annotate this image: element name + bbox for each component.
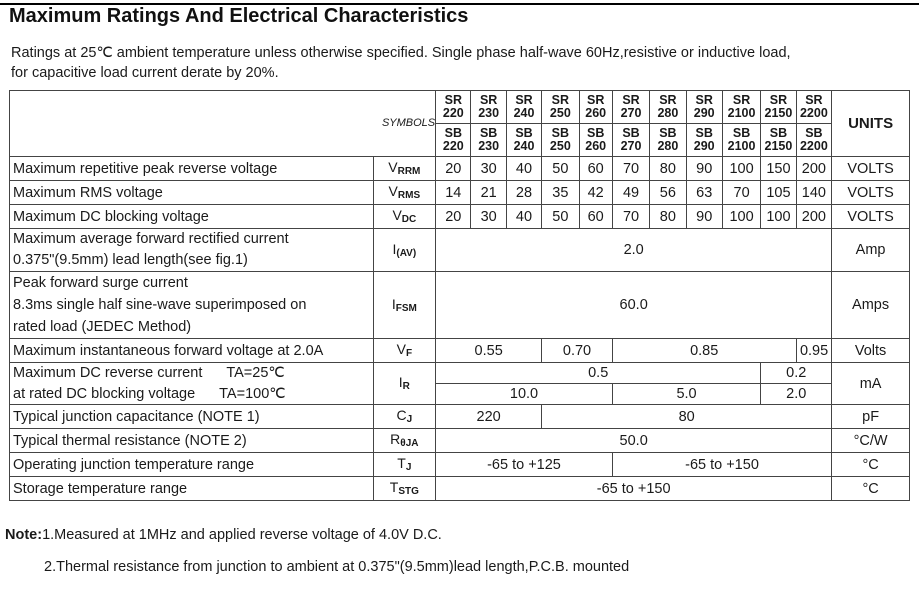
value-cell: 100: [722, 205, 760, 229]
value-cell: 200: [796, 205, 832, 229]
model-sb: SB 230: [471, 124, 506, 157]
model-sb: SB 2100: [722, 124, 760, 157]
value-cell: 49: [612, 181, 649, 205]
param-symbol: $I_{(AV)}$: [373, 229, 436, 272]
value-cell: 0.95: [796, 339, 832, 363]
value-cell: 0.55: [436, 339, 542, 363]
param-symbol: $I_R$: [373, 363, 436, 405]
model-sb: SB 2150: [761, 124, 796, 157]
unit-cell: Amp: [832, 229, 910, 272]
value-cell: 20: [436, 157, 471, 181]
model-sr: SR 230: [471, 91, 506, 124]
value-cell: 50.0: [436, 429, 832, 453]
param-label: Maximum average forward rectified current 0.375"(9.5mm) lead length(see fig.1): [10, 229, 374, 272]
note-2: 2.Thermal resistance from junction to ambient at 0.375"(9.5mm)lead length,P.C.B. mounted: [44, 559, 630, 575]
model-sb: SB 270: [612, 124, 649, 157]
value-cell: 0.5: [436, 363, 761, 384]
value-cell: 105: [761, 181, 796, 205]
param-label: Typical junction capacitance (NOTE 1): [10, 405, 374, 429]
intro-line-1: Ratings at 25℃ ambient temperature unless otherwise specified. Single phase half-wave 60Hz,resistive or inductive load,: [11, 45, 791, 61]
value-cell: 50: [542, 157, 579, 181]
value-cell: 90: [686, 205, 722, 229]
value-cell: 30: [471, 205, 506, 229]
value-cell: 140: [796, 181, 832, 205]
row-vdc: [10, 205, 910, 229]
value-cell: -65 to +150: [436, 477, 832, 501]
row-rja: [10, 429, 910, 453]
unit-cell: °C/W: [832, 429, 910, 453]
value-cell: 2.0: [436, 229, 832, 272]
value-cell: 150: [761, 157, 796, 181]
row-cj: [10, 405, 910, 429]
param-symbol: $I_{FSM}$: [373, 272, 436, 339]
unit-cell: mA: [832, 363, 910, 405]
page-title: Maximum Ratings And Electrical Characteristics: [9, 5, 469, 27]
model-sb: SB 240: [506, 124, 541, 157]
model-sr: SR 2200: [796, 91, 832, 124]
model-sr: SR 280: [650, 91, 686, 124]
value-cell: 80: [650, 205, 686, 229]
value-cell: 60.0: [436, 272, 832, 339]
value-cell: 0.2: [761, 363, 832, 384]
value-cell: 50: [542, 205, 579, 229]
value-cell: -65 to +125: [436, 453, 613, 477]
unit-cell: Volts: [832, 339, 910, 363]
param-symbol: $V_{RRM}$: [373, 157, 436, 181]
value-cell: 56: [650, 181, 686, 205]
model-sr: SR 260: [579, 91, 612, 124]
row-ifsm: [10, 272, 910, 339]
unit-cell: °C: [832, 477, 910, 501]
model-sr: SR 2150: [761, 91, 796, 124]
table-header-sr: [10, 91, 910, 124]
unit-cell: Amps: [832, 272, 910, 339]
note-1: Note:1.Measured at 1MHz and applied reverse voltage of 4.0V D.C.: [5, 527, 442, 543]
value-cell: 220: [436, 405, 542, 429]
unit-cell: pF: [832, 405, 910, 429]
value-cell: 70: [722, 181, 760, 205]
value-cell: 30: [471, 157, 506, 181]
value-cell: 5.0: [612, 384, 760, 405]
param-label: Maximum DC reverse current TA=25℃: [10, 363, 374, 384]
value-cell: 21: [471, 181, 506, 205]
model-sr: SR 220: [436, 91, 471, 124]
value-cell: 70: [612, 205, 649, 229]
param-symbol: $V_{DC}$: [373, 205, 436, 229]
value-cell: 40: [506, 157, 541, 181]
param-label: Typical thermal resistance (NOTE 2): [10, 429, 374, 453]
symbols-header: SYMBOLS: [373, 91, 436, 157]
model-sb: SB 220: [436, 124, 471, 157]
model-sr: SR 2100: [722, 91, 760, 124]
intro-line-2: for capacitive load current derate by 20%.: [11, 65, 279, 81]
row-ir: [10, 363, 910, 384]
value-cell: 90: [686, 157, 722, 181]
model-sr: SR 250: [542, 91, 579, 124]
header-blank: [10, 91, 374, 157]
value-cell: 200: [796, 157, 832, 181]
value-cell: 80: [650, 157, 686, 181]
param-label: Maximum instantaneous forward voltage at 2.0A: [10, 339, 374, 363]
value-cell: 2.0: [761, 384, 832, 405]
value-cell: -65 to +150: [612, 453, 831, 477]
row-tj: [10, 453, 910, 477]
param-label: Maximum repetitive peak reverse voltage: [10, 157, 374, 181]
value-cell: 100: [761, 205, 796, 229]
value-cell: 20: [436, 205, 471, 229]
value-cell: 40: [506, 205, 541, 229]
param-label: Operating junction temperature range: [10, 453, 374, 477]
value-cell: 60: [579, 205, 612, 229]
param-symbol: $T_{STG}$: [373, 477, 436, 501]
value-cell: 0.70: [542, 339, 613, 363]
value-cell: 28: [506, 181, 541, 205]
value-cell: 0.85: [612, 339, 796, 363]
param-label: at rated DC blocking voltage TA=100℃: [10, 384, 374, 405]
value-cell: 14: [436, 181, 471, 205]
value-cell: 100: [722, 157, 760, 181]
param-symbol: $C_J$: [373, 405, 436, 429]
value-cell: 80: [542, 405, 832, 429]
unit-cell: °C: [832, 453, 910, 477]
ratings-table: [9, 90, 910, 501]
param-symbol: $V_{RMS}$: [373, 181, 436, 205]
unit-cell: VOLTS: [832, 181, 910, 205]
param-label: Storage temperature range: [10, 477, 374, 501]
row-iav: [10, 229, 910, 272]
param-symbol: $R_{\theta JA}$: [373, 429, 436, 453]
value-cell: 70: [612, 157, 649, 181]
value-cell: 10.0: [436, 384, 613, 405]
model-sb: SB 2200: [796, 124, 832, 157]
note-label: Note:: [5, 527, 43, 543]
model-sr: SR 270: [612, 91, 649, 124]
param-symbol: $V_F$: [373, 339, 436, 363]
row-tstg: [10, 477, 910, 501]
param-label: Maximum DC blocking voltage: [10, 205, 374, 229]
value-cell: 42: [579, 181, 612, 205]
row-ir-100c: [10, 384, 910, 405]
value-cell: 63: [686, 181, 722, 205]
units-header: UNITS: [832, 91, 910, 157]
row-vrrm: [10, 157, 910, 181]
model-sb: SB 260: [579, 124, 612, 157]
param-label: Peak forward surge current 8.3ms single half sine-wave superimposed on rated load (JEDEC Method): [10, 272, 374, 339]
unit-cell: VOLTS: [832, 205, 910, 229]
unit-cell: VOLTS: [832, 157, 910, 181]
model-sr: SR 240: [506, 91, 541, 124]
value-cell: 35: [542, 181, 579, 205]
model-sb: SB 290: [686, 124, 722, 157]
value-cell: 60: [579, 157, 612, 181]
param-label: Maximum RMS voltage: [10, 181, 374, 205]
row-vrms: [10, 181, 910, 205]
row-vf: [10, 339, 910, 363]
model-sr: SR 290: [686, 91, 722, 124]
model-sb: SB 250: [542, 124, 579, 157]
param-symbol: $T_J$: [373, 453, 436, 477]
model-sb: SB 280: [650, 124, 686, 157]
